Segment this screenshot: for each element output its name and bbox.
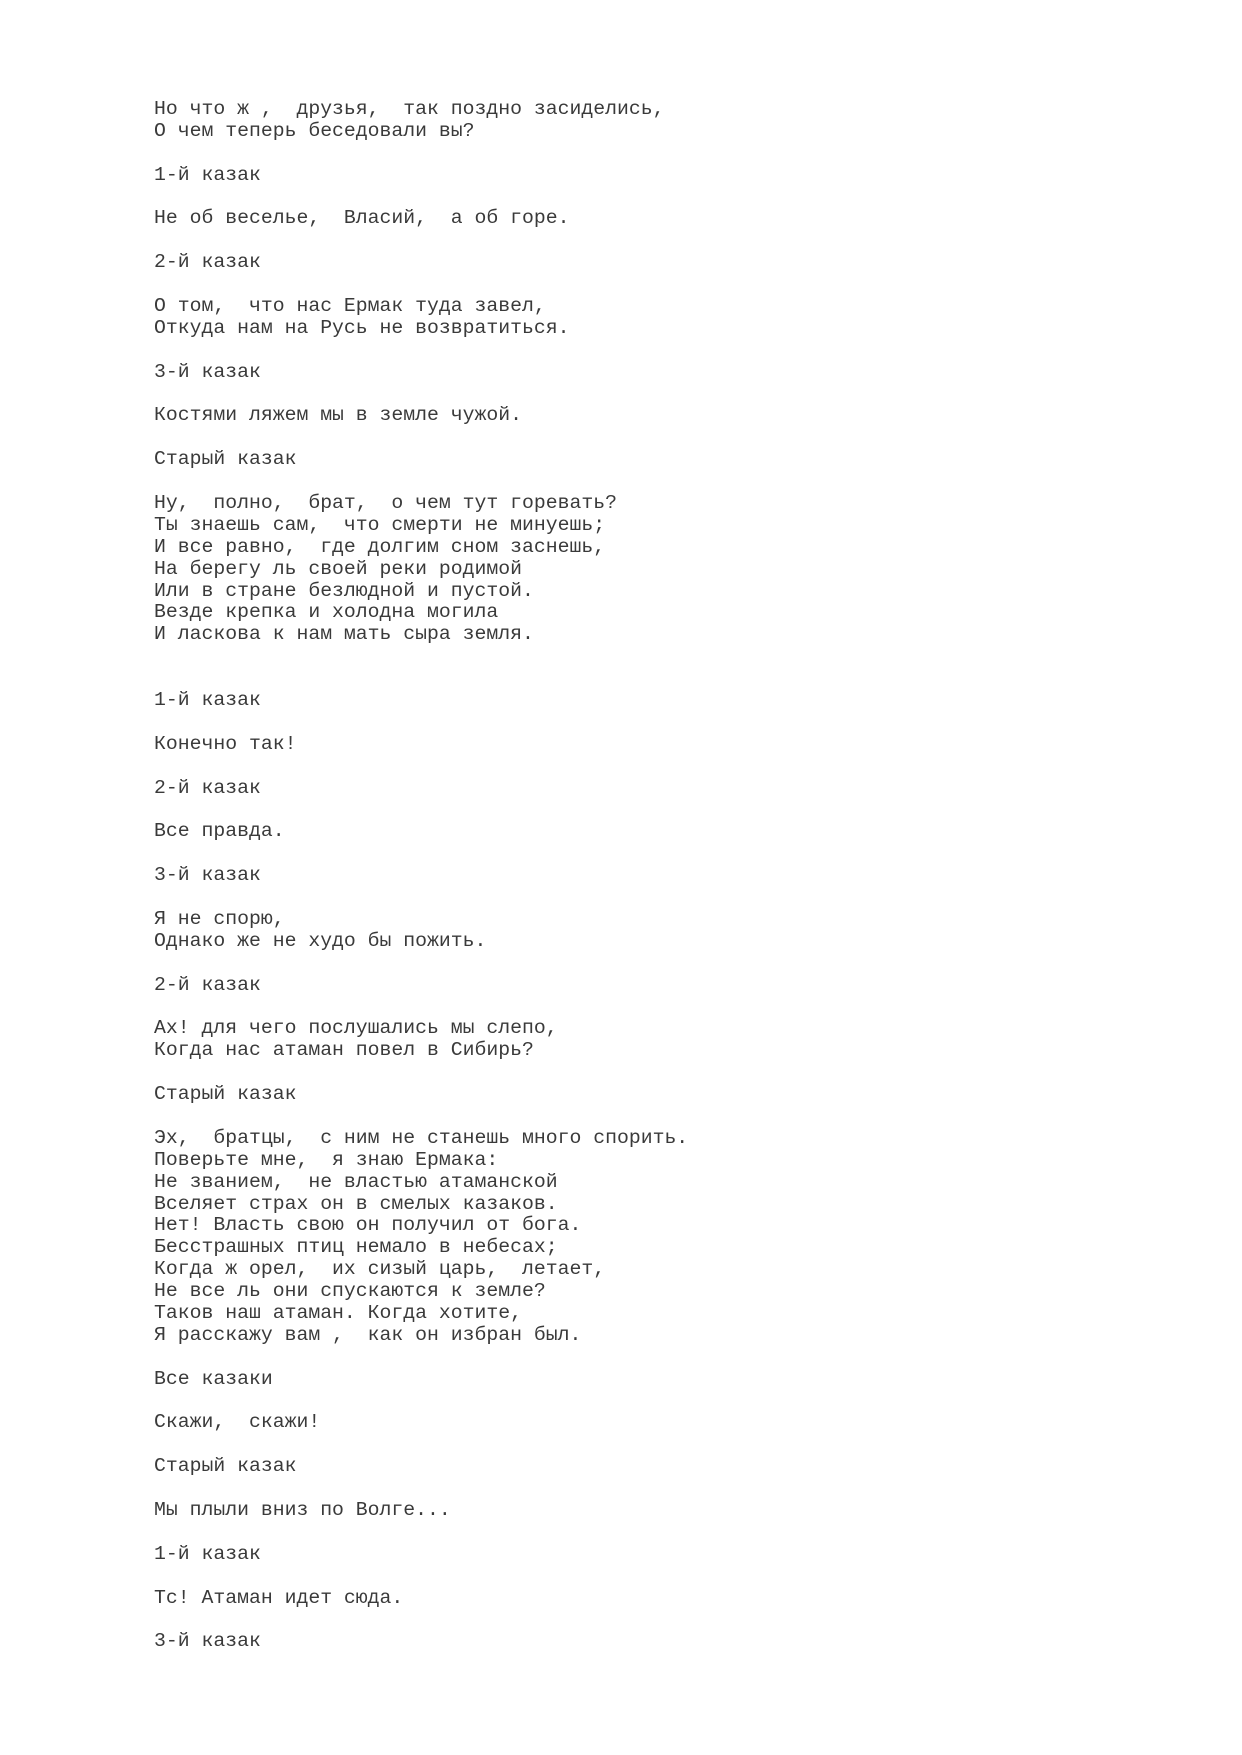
blank-line	[154, 668, 688, 690]
verse-line: Костями ляжем мы в земле чужой.	[154, 404, 522, 427]
blank-line	[154, 384, 688, 406]
speaker-name: Старый казак	[154, 1455, 297, 1478]
verse-line: Таков наш атаман. Когда хотите,	[154, 1301, 522, 1324]
verse-line: Вселяет страх он в смелых казаков.	[154, 1192, 558, 1215]
blank-line	[154, 1434, 688, 1456]
verse-line: На берегу ль своей реки родимой	[154, 557, 522, 580]
verse-line: О чем теперь беседовали вы?	[154, 119, 475, 142]
verse-line: Мы плыли вниз по Волге...	[154, 1499, 451, 1521]
blank-line	[154, 756, 688, 778]
verse-line: Когда ж орел, их сизый царь, летает,	[154, 1258, 606, 1281]
verse-line: Однако же не худо бы пожить.	[154, 929, 487, 952]
verse-line: Откуда нам на Русь не возвратиться.	[154, 316, 570, 339]
blank-line	[154, 843, 688, 865]
blank-line	[154, 997, 688, 1019]
blank-line	[154, 340, 688, 362]
blank-line	[154, 800, 688, 822]
blank-line	[154, 471, 688, 493]
verse-line: Ты знаешь сам, что смерти не минуешь;	[154, 513, 606, 536]
verse-line: Эх, братцы, с ним не станешь много спорить.	[154, 1126, 689, 1149]
blank-line	[154, 1062, 688, 1084]
verse-line: Или в стране безлюдной и пустой.	[154, 579, 534, 602]
blank-line	[154, 1566, 688, 1588]
verse-line: Бесстрашных птиц немало в небесах;	[154, 1236, 558, 1259]
speaker-name: 2-й казак	[154, 776, 261, 799]
verse-line: Не все ль они спускаются к земле?	[154, 1280, 546, 1303]
blank-line	[154, 230, 688, 252]
speaker-name: 3-й казак	[154, 864, 261, 887]
speaker-name: Старый казак	[154, 1083, 297, 1106]
verse-line: Ну, полно, брат, о чем тут горевать?	[154, 492, 617, 515]
speaker-name: Все казаки	[154, 1367, 273, 1390]
verse-line: Не об веселье, Власий, а об горе.	[154, 207, 570, 230]
verse-line: Конечно так!	[154, 732, 297, 755]
verse-line: О том, что нас Ермак туда завел,	[154, 295, 546, 318]
blank-line	[154, 1478, 688, 1500]
blank-line	[154, 1609, 688, 1631]
blank-line	[154, 887, 688, 909]
blank-line	[154, 646, 688, 668]
speaker-name: 2-й казак	[154, 973, 261, 996]
verse-line: Везде крепка и холодна могила	[154, 601, 499, 624]
blank-line	[154, 953, 688, 975]
speaker-name: 3-й казак	[154, 360, 261, 383]
blank-line	[154, 1522, 688, 1544]
blank-line	[154, 1347, 688, 1369]
blank-line	[154, 1106, 688, 1128]
speaker-name: Старый казак	[154, 448, 297, 471]
verse-line: Не званием, не властью атаманской	[154, 1170, 558, 1193]
verse-line: Но что ж , друзья, так поздно засиделись,	[154, 98, 665, 120]
verse-line: Скажи, скажи!	[154, 1411, 321, 1434]
speaker-name: 1-й казак	[154, 1542, 261, 1565]
verse-line: Нет! Власть свою он получил от бога.	[154, 1214, 582, 1237]
verse-line: Ах! для чего послушались мы слепо,	[154, 1017, 558, 1040]
blank-line	[154, 187, 688, 209]
verse-line: Когда нас атаман повел в Сибирь?	[154, 1039, 534, 1062]
blank-line	[154, 274, 688, 296]
document-text	[154, 99, 688, 1653]
blank-line	[154, 712, 688, 734]
verse-line: И ласкова к нам мать сыра земля.	[154, 623, 534, 646]
verse-line: Поверьте мне, я знаю Ермака:	[154, 1148, 499, 1171]
speaker-name: 2-й казак	[154, 251, 261, 274]
verse-line: И все равно, где долгим сном заснешь,	[154, 535, 606, 558]
speaker-name: 1-й казак	[154, 163, 261, 186]
blank-line	[154, 1391, 688, 1413]
blank-line	[154, 427, 688, 449]
blank-line	[154, 143, 688, 165]
verse-line: Тс! Атаман идет сюда.	[154, 1586, 404, 1609]
verse-line: Я расскажу вам , как он избран был.	[154, 1323, 582, 1346]
speaker-name: 3-й казак	[154, 1630, 261, 1653]
verse-line: Все правда.	[154, 820, 285, 843]
speaker-name: 1-й казак	[154, 689, 261, 712]
verse-line: Я не спорю,	[154, 907, 285, 930]
